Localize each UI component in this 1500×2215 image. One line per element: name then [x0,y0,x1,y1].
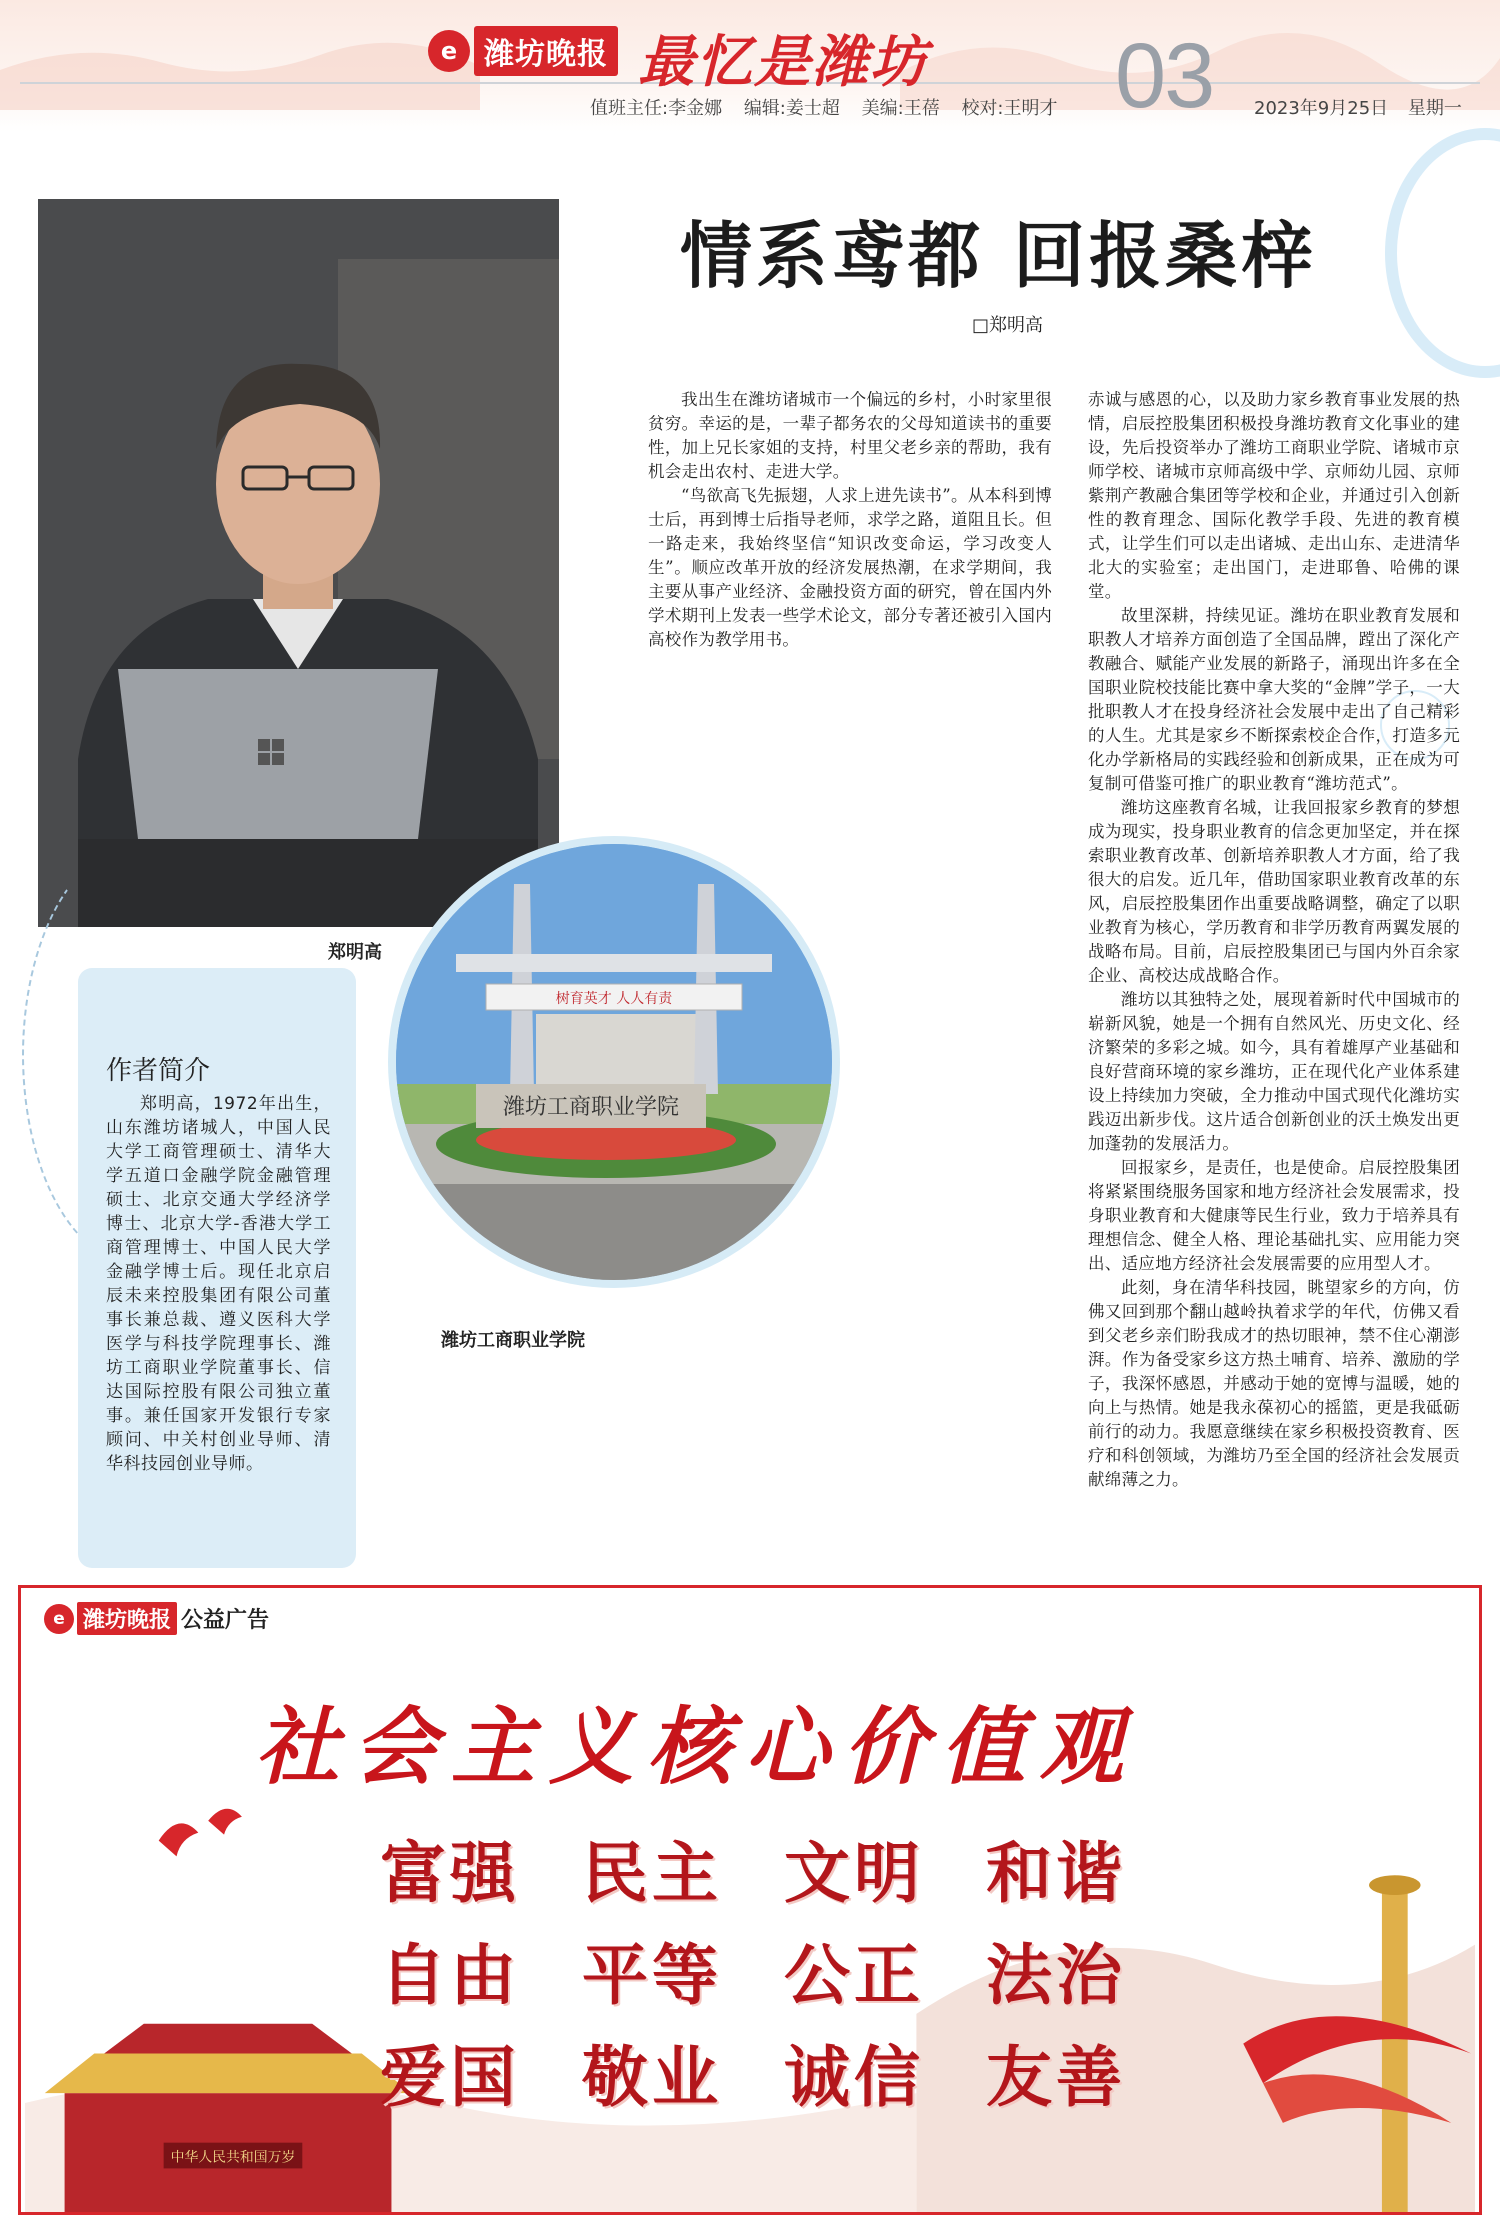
core-value: 文明 [784,1835,924,1912]
article-paragraph: 潍坊以其独特之处，展现着新时代中国城市的崭新风貌，她是一个拥有自然风光、历史文化、经济繁荣的多彩之城。如今，具有着雄厚产业基础和良好营商环境的家乡潍坊，正在现代化产业体系建设上持续加力突破，全力推动中国式现代化潍坊实践迈出新步伐。这片适合创新创业的沃土焕发出更加蓬勃的发展活力。 [1088,990,1460,1153]
core-value: 友善 [986,2039,1126,2116]
ad-slogan: 社会主义核心价值观 [255,1697,1138,1796]
issue-weekday: 星期一 [1407,98,1462,119]
campus-gate-sign: 潍坊工商职业学院 [502,1095,680,1120]
campus-photo [396,844,832,1280]
dove-icon [208,1809,242,1835]
campus-illustration [396,844,832,1280]
core-value: 爱国 [380,2039,520,2116]
core-value: 民主 [582,1835,722,1912]
portrait-caption: 郑明高 [328,942,382,963]
article-column-3 [1088,388,1460,1492]
core-value: 公正 [784,1937,924,2014]
tiananmen-icon [45,2024,411,2212]
core-value: 平等 [582,1937,722,2014]
article-paragraph: 我出生在潍坊诸城市一个偏远的乡村，小时家里很贫穷。幸运的是，一辈子都务农的父母知道读书的重要性，加上兄长家姐的支持，村里父老乡亲的帮助，我有机会走出农村、走进大学。 [648,390,1052,481]
article-column-1 [648,388,1052,652]
paper-logo-icon: e [428,30,470,72]
issue-date [1254,94,1476,120]
ad-paper-logo-icon: e [44,1604,74,1634]
page-number: 03 [1115,25,1214,127]
staff-editor: 编辑:姜士超 [743,98,840,119]
section-title: 最忆是潍坊 [638,30,928,95]
article-headline: 情系鸢都 回报桑梓 [680,214,1318,298]
author-intro-text: 郑明高，1972年出生，山东潍坊诸城人，中国人民大学工商管理硕士、清华大学五道口金融学院金融管理硕士、北京交通大学经济学博士、北京大学-香港大学工商管理博士、中国人民大学金融学博士后。现任北京启辰未来控股集团有限公司董事长兼总裁、遵义医科大学医学与科技学院理事长、潍坊工商职业学院董事长、信达国际控股有限公司独立董事。兼任国家开发银行专家顾问、中关村创业导师、清华科技园创业导师。 [106,1094,331,1474]
campus-photo-caption: 潍坊工商职业学院 [441,1330,585,1351]
paper-name: 潍坊晚报 [474,26,618,76]
ad-paper-name: 潍坊晚报 [77,1602,177,1635]
author-portrait-photo [38,199,559,927]
core-value: 自由 [380,1937,520,2014]
core-value: 诚信 [784,2039,924,2116]
core-value: 和谐 [986,1835,1126,1912]
core-value: 富强 [380,1835,520,1912]
staff-designer: 美编:王蓓 [861,98,940,119]
campus-banner-text: 树育英才 人人有责 [555,991,673,1007]
article-paragraph: 赤诚与感恩的心，以及助力家乡教育事业发展的热情，启辰控股集团积极投身潍坊教育文化事业的建设，先后投资举办了潍坊工商职业学院、诸城市京师学校、诸城市京师高级中学、京师幼儿园、京师紫荆产教融合集团等学校和企业，并通过引入创新性的教育理念、国际化教学手段、先进的教育模式，让学生们可以走出诸城、走出山东、走进清华北大的实验室；走出国门，走进耶鲁、哈佛的课堂。 [1088,390,1460,601]
ad-logo [44,1602,269,1635]
core-value: 法治 [986,1937,1126,2014]
ad-tag: 公益广告 [181,1608,270,1633]
staff-proofreader: 校对:王明才 [961,98,1058,119]
issue-date-text: 2023年9月25日 [1254,98,1389,119]
article-paragraph: “鸟欲高飞先振翅，人求上进先读书”。从本科到博士后，再到博士后指导老师，求学之路，道阻且长。但一路走来，我始终坚信“知识改变命运，学习改变人生”。顺应改革开放的经济发展热潮，在求学期间，我主要从事产业经济、金融投资方面的研究，曾在国内外学术期刊上发表一些学术论文，部分专著还被引入国内高校作为教学用书。 [648,486,1052,649]
dove-icon [159,1823,199,1856]
author-intro-heading: 作者简介 [106,1056,211,1086]
gate-plaque-text: 中华人民共和国万岁 [170,2149,296,2166]
core-value: 敬业 [582,2039,722,2116]
decorative-arc [1385,128,1500,378]
article-paragraph: 故里深耕，持续见证。潍坊在职业教育发展和职教人才培养方面创造了全国品牌，蹚出了深化产教融合、赋能产业发展的新路子，涌现出许多在全国职业院校技能比赛中拿大奖的“金牌”学子，一大批职教人才在投身经济社会发展中走出了自己精彩的人生。尤其是家乡不断探索校企合作，打造多元化办学新格局的实践经验和创新成果，正在成为可复制可借鉴可推广的职业教育“潍坊范式”。 [1088,606,1460,793]
paper-logo [428,26,618,76]
staff-duty-chief: 值班主任:李金娜 [590,98,723,119]
portrait-illustration [38,199,559,927]
article-paragraph: 回报家乡，是责任，也是使命。启辰控股集团将紧紧围绕服务国家和地方经济社会发展需求，投身职业教育和大健康等民生行业，致力于培养具有理想信念、健全人格、理论基础扎实、应用能力突出、适应地方经济社会发展需要的应用型人才。 [1088,1158,1460,1273]
staff-credits [590,94,1074,120]
article-paragraph: 此刻，身在清华科技园，眺望家乡的方向，仿佛又回到那个翻山越岭执着求学的年代，仿佛又看到父老乡亲们盼我成才的热切眼神，禁不住心潮澎湃。作为备受家乡这方热土哺育、培养、激励的学子，我深怀感恩，并感动于她的宽博与温暖，她的向上与热情。她是我永葆初心的摇篮，更是我砥砺前行的动力。我愿意继续在家乡积极投资教育、医疗和科创领域，为潍坊乃至全国的经济社会发展贡献绵薄之力。 [1088,1278,1460,1489]
article-paragraph: 潍坊这座教育名城，让我回报家乡教育的梦想成为现实，投身职业教育的信念更加坚定，并在探索职业教育改革、创新培养职教人才方面，给了我很大的启发。近几年，借助国家职业教育改革的东风，启辰控股集团作出重要战略调整，确定了以职业教育为核心，学历教育和非学历教育两翼发展的战略布局。目前，启辰控股集团已与国内外百余家企业、高校达成战略合作。 [1088,798,1460,985]
article-byline: □郑明高 [972,315,1044,336]
